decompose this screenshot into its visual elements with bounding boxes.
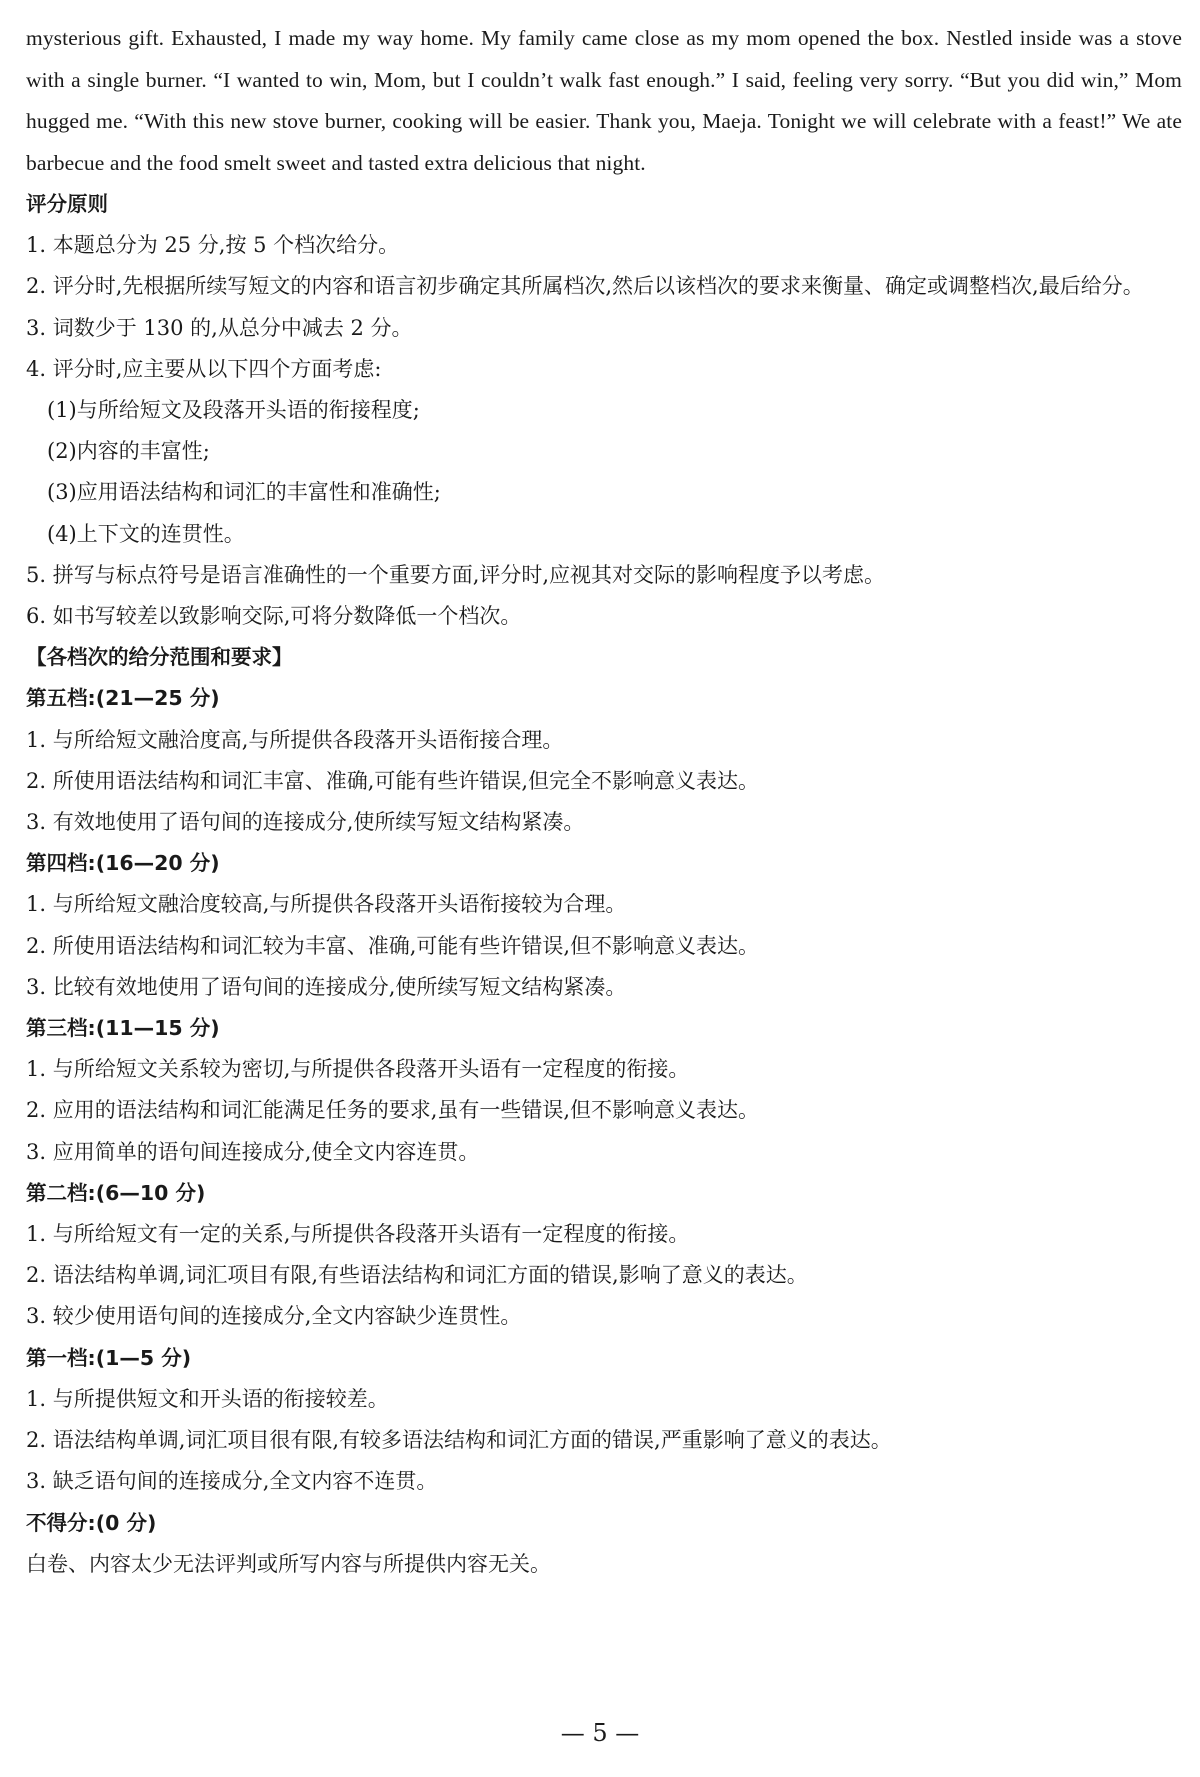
level-criterion: 1. 与所给短文关系较为密切,与所提供各段落开头语有一定程度的衔接。 xyxy=(26,1057,690,1082)
level-5 xyxy=(26,678,1182,843)
principle-item-4: 4. 评分时,应主要从以下四个方面考虑: xyxy=(26,356,382,381)
level-criterion: 2. 所使用语法结构和词汇丰富、准确,可能有些许错误,但完全不影响意义表达。 xyxy=(26,768,760,793)
level-criterion: 3. 有效地使用了语句间的连接成分,使所续写短文结构紧凑。 xyxy=(26,810,585,835)
level-4 xyxy=(26,843,1182,1008)
principle-item-2: 2. 评分时,先根据所续写短文的内容和语言初步确定其所属档次,然后以该档次的要求来衡量、确定或调整档次,最后给分。 xyxy=(26,274,1144,299)
level-criterion: 3. 较少使用语句间的连接成分,全文内容缺少连贯性。 xyxy=(26,1304,522,1329)
level-title: 第四档:(16—20 分) xyxy=(26,851,220,876)
level-criterion: 3. 应用简单的语句间连接成分,使全文内容连贯。 xyxy=(26,1139,480,1164)
level-0 xyxy=(26,1503,1182,1585)
level-criterion: 2. 语法结构单调,词汇项目有限,有些语法结构和词汇方面的错误,影响了意义的表达。 xyxy=(26,1263,808,1288)
level-criterion: 1. 与所给短文融洽度高,与所提供各段落开头语衔接合理。 xyxy=(26,727,564,752)
level-2 xyxy=(26,1173,1182,1338)
level-criterion: 1. 与所提供短文和开头语的衔接较差。 xyxy=(26,1386,389,1411)
level-criterion: 2. 语法结构单调,词汇项目很有限,有较多语法结构和词汇方面的错误,严重影响了意义的表达。 xyxy=(26,1428,892,1453)
scoring-principles xyxy=(26,184,1182,637)
principle-sub-item-1: (1)与所给短文及段落开头语的衔接程度; xyxy=(47,398,420,423)
level-criterion: 白卷、内容太少无法评判或所写内容与所提供内容无关。 xyxy=(26,1551,551,1576)
level-title: 不得分:(0 分) xyxy=(26,1510,157,1535)
level-criterion: 3. 缺乏语句间的连接成分,全文内容不连贯。 xyxy=(26,1469,438,1494)
principle-sub-item-4: (4)上下文的连贯性。 xyxy=(47,521,245,546)
level-criterion: 3. 比较有效地使用了语句间的连接成分,使所续写短文结构紧凑。 xyxy=(26,974,627,999)
level-title: 第三档:(11—15 分) xyxy=(26,1016,220,1041)
principle-item-5: 5. 拼写与标点符号是语言准确性的一个重要方面,评分时,应视其对交际的影响程度予以考虑。 xyxy=(26,562,886,587)
levels-heading: 【各档次的给分范围和要求】 xyxy=(26,645,293,670)
level-3 xyxy=(26,1008,1182,1173)
page-number: — 5 — xyxy=(560,1719,640,1747)
level-title: 第五档:(21—25 分) xyxy=(26,686,220,711)
principle-sub-item-2: (2)内容的丰富性; xyxy=(47,439,210,464)
level-1 xyxy=(26,1338,1182,1503)
level-criterion: 2. 应用的语法结构和词汇能满足任务的要求,虽有一些错误,但不影响意义表达。 xyxy=(26,1098,760,1123)
story-ending-paragraph: mysterious gift. Exhausted, I made my way home. My family came close as my mom opened the box. Nestled inside was a stove with a single burner. “I wanted to win, Mom, but I couldn’t walk fast enough.” I said, feeling very sorry. “But you did win,” Mom hugged me. “With this new stove burner, cooking will be easier. Thank you, Maeja. Tonight we will celebrate with a feast!” We ate barbecue and the food smelt sweet and tasted extra delicious that night. xyxy=(26,26,1182,175)
principle-item-3: 3. 词数少于 130 的,从总分中减去 2 分。 xyxy=(26,315,413,340)
level-title: 第一档:(1—5 分) xyxy=(26,1345,192,1370)
level-criterion: 1. 与所给短文有一定的关系,与所提供各段落开头语有一定程度的衔接。 xyxy=(26,1222,690,1247)
document-page xyxy=(26,18,1182,1585)
principle-sub-item-3: (3)应用语法结构和词汇的丰富性和准确性; xyxy=(47,480,441,505)
principle-item-6: 6. 如书写较差以致影响交际,可将分数降低一个档次。 xyxy=(26,604,522,629)
principle-item-1: 1. 本题总分为 25 分,按 5 个档次给分。 xyxy=(26,233,400,258)
principles-heading: 评分原则 xyxy=(26,192,108,216)
level-criterion: 2. 所使用语法结构和词汇较为丰富、准确,可能有些许错误,但不影响意义表达。 xyxy=(26,933,760,958)
level-criterion: 1. 与所给短文融洽度较高,与所提供各段落开头语衔接较为合理。 xyxy=(26,892,627,917)
level-title: 第二档:(6—10 分) xyxy=(26,1180,206,1205)
